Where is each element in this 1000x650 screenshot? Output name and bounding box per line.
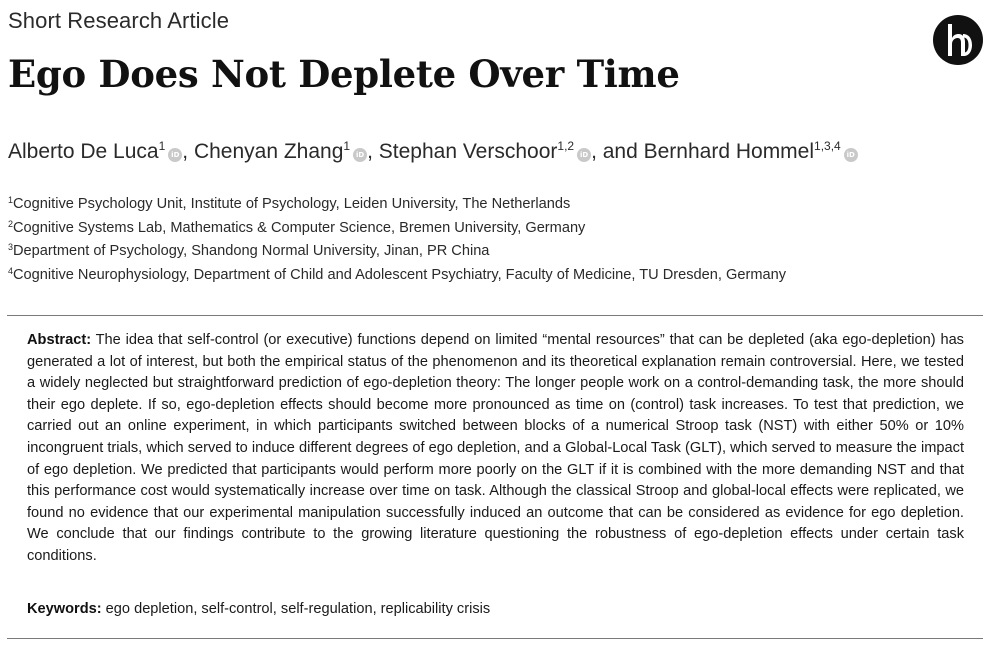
orcid-icon[interactable]: iD (168, 148, 182, 162)
author-separator: , and (591, 140, 644, 163)
affiliation-text: Cognitive Systems Lab, Mathematics & Computer Science, Bremen University, Germany (13, 219, 586, 236)
affiliation-text: Department of Psychology, Shandong Normal University, Jinan, PR China (13, 243, 490, 259)
affiliation-number: 1 (8, 195, 14, 205)
author-affiliation-marker: 1,2 (557, 139, 575, 153)
author-list (8, 140, 858, 164)
abstract-label: Abstract: (27, 332, 92, 348)
affiliation-item (8, 217, 786, 241)
abstract-bottom-divider (7, 638, 983, 639)
affiliation-text: Cognitive Neurophysiology, Department of Child and Adolescent Psychiatry, Faculty of Medicine, TU Dresden, Germany (13, 266, 787, 283)
abstract-block (27, 330, 964, 568)
author-separator: , (367, 140, 379, 163)
orcid-icon[interactable]: iD (353, 148, 367, 162)
affiliation-item (8, 264, 786, 288)
author-name[interactable]: Alberto De Luca (8, 140, 159, 163)
author-affiliation-marker: 1 (343, 139, 351, 153)
author-name[interactable]: Stephan Verschoor (378, 140, 558, 163)
affiliation-number: 3 (8, 242, 14, 252)
orcid-icon[interactable]: iD (577, 148, 591, 162)
keywords-text: ego depletion, self-control, self-regulation, replicability crisis (105, 601, 491, 617)
affiliation-list (8, 193, 786, 287)
keywords-block (27, 601, 490, 617)
abstract-top-divider (7, 315, 983, 316)
affiliation-text: Cognitive Psychology Unit, Institute of Psychology, Leiden University, The Netherlands (13, 196, 571, 212)
publisher-logo-icon (932, 14, 984, 66)
author-name[interactable]: Bernhard Hommel (643, 140, 815, 163)
affiliation-number: 2 (8, 218, 14, 229)
affiliation-item (8, 193, 786, 217)
author-affiliation-marker: 1,3,4 (814, 139, 841, 153)
keywords-label: Keywords: (27, 601, 102, 617)
paper-title: Ego Does Not Deplete Over Time (8, 52, 680, 96)
abstract-text: The idea that self-control (or executive) functions depend on limited “mental resources” that can be depleted (aka ego-depletion) has generated a lot of interest, but both the empirical status of the phenomenon and its theoretical explanation remain controversial. Here, we tested a widely neglected but straightforward prediction of ego-depletion theory: The longer people work on a control-demanding task, the more should their ego deplete. If so, ego-depletion effects should become more pronounced as time on (control) task increases. To test that prediction, we carried out an online experiment, in which participants switched between blocks of a numerical Stroop task (NST) with either 50% or 10% incongruent trials, which served to induce different degrees of ego depletion, and a Global-Local Task (GLT), which served to measure the impact of ego depletion. We predicted that participants would perform more poorly on the GLT if it is combined with the more demanding NST and that this performance cost would systematically increase over time on task. Although the classical Stroop and global-local effects were replicated, we found no evidence that our experimental manipulation successfully induced an outcome that can be considered as evidence for ego depletion. We conclude that our findings contribute to the growing literature questioning the robustness of ego-depletion effects under certain task conditions. (27, 332, 964, 564)
affiliation-number: 4 (8, 265, 14, 276)
orcid-icon[interactable]: iD (844, 148, 858, 162)
affiliation-item (8, 240, 786, 264)
author-separator: , (182, 140, 194, 163)
author-affiliation-marker: 1 (158, 139, 166, 153)
article-type: Short Research Article (8, 8, 230, 33)
author-name[interactable]: Chenyan Zhang (193, 140, 344, 163)
